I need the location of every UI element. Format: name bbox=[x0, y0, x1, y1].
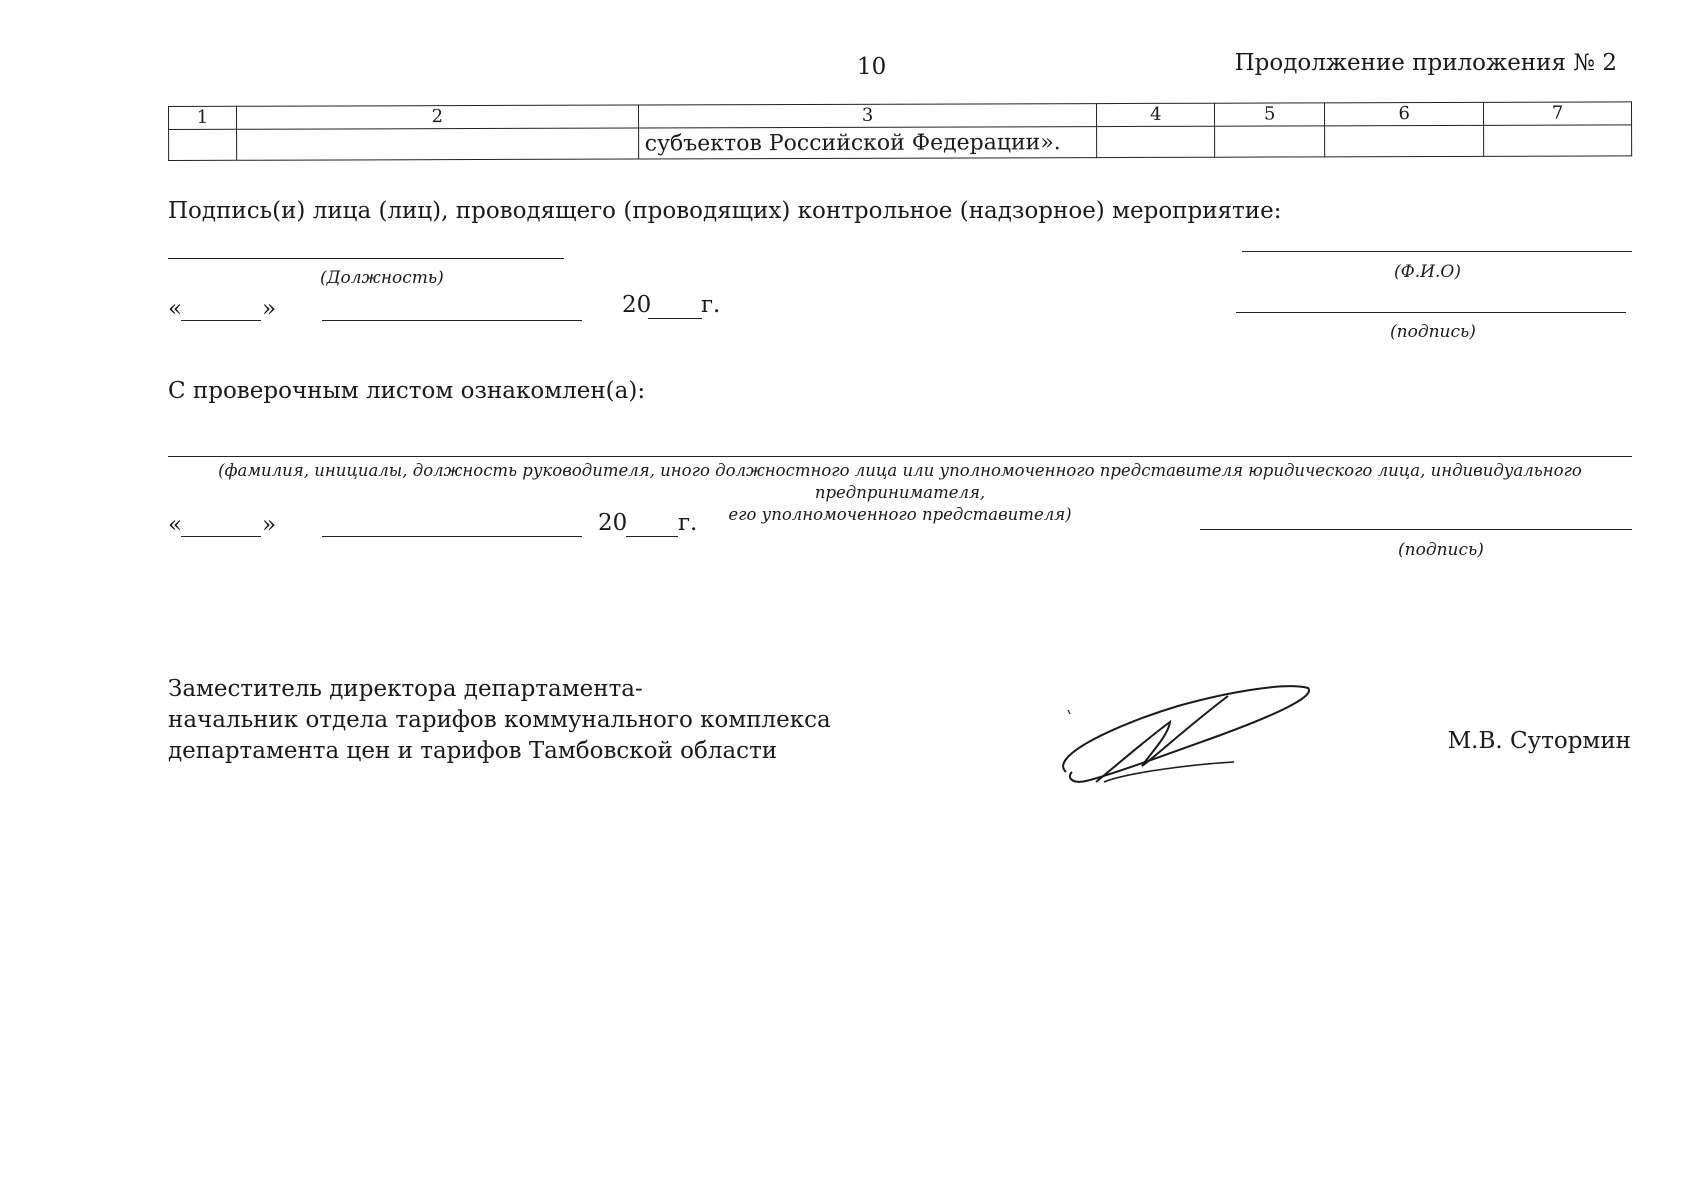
official-position-line2: начальник отдела тарифов коммунального комплекса bbox=[168, 707, 831, 733]
date-day-line bbox=[181, 320, 261, 321]
ack-date-close-quote: » bbox=[262, 512, 277, 538]
handwritten-signature bbox=[1058, 676, 1314, 796]
column-number-cell: 1 bbox=[169, 106, 237, 129]
column-number-cell: 2 bbox=[236, 105, 638, 129]
continuation-table bbox=[168, 101, 1632, 161]
column-number-cell: 5 bbox=[1215, 103, 1325, 126]
table-cell bbox=[1097, 126, 1215, 157]
table-cell bbox=[1484, 125, 1632, 156]
table-row bbox=[169, 125, 1632, 161]
fio-line bbox=[1242, 251, 1632, 252]
ack-date-open-quote: « bbox=[168, 512, 183, 538]
table-cell bbox=[1325, 125, 1484, 156]
fio-caption: (Ф.И.О) bbox=[1394, 262, 1461, 282]
acknowledgement-caption-line1: (фамилия, инициалы, должность руководителя, иного должностного лица или уполномоченного представителя юридического лица, индивидуального предпринимателя, bbox=[218, 461, 1582, 502]
ack-signature-caption: (подпись) bbox=[1398, 540, 1484, 560]
ack-date-year-prefix: 20 bbox=[598, 510, 628, 536]
acknowledgement-caption bbox=[168, 460, 1632, 526]
date-open-quote: « bbox=[168, 296, 183, 322]
date-year-line bbox=[648, 318, 702, 319]
table-cell bbox=[237, 128, 639, 160]
page-number: 10 bbox=[857, 54, 887, 80]
table-cell: субъектов Российской Федерации». bbox=[638, 127, 1097, 159]
ack-signature-line bbox=[1200, 529, 1632, 530]
inspector-signature-line bbox=[1236, 312, 1626, 313]
date-year-suffix: г. bbox=[701, 292, 721, 318]
position-line bbox=[168, 258, 564, 259]
date-month-line bbox=[322, 320, 582, 321]
official-position bbox=[168, 674, 831, 767]
acknowledgement-name-line bbox=[168, 456, 1632, 457]
signer-name: М.В. Сутормин bbox=[1447, 728, 1631, 754]
column-number-cell: 3 bbox=[638, 104, 1097, 128]
ack-date-year-suffix: г. bbox=[678, 510, 698, 536]
inspector-signature-title: Подпись(и) лица (лиц), проводящего (проводящих) контрольное (надзорное) мероприятие: bbox=[168, 198, 1282, 224]
ack-date-month-line bbox=[322, 536, 582, 537]
column-number-cell: 7 bbox=[1484, 102, 1632, 125]
date-year-prefix: 20 bbox=[622, 292, 652, 318]
column-number-cell: 6 bbox=[1325, 102, 1484, 125]
date-close-quote: » bbox=[262, 296, 277, 322]
table-cell bbox=[169, 129, 237, 160]
column-number-cell: 4 bbox=[1097, 103, 1215, 126]
official-position-line1: Заместитель директора департамента- bbox=[168, 676, 643, 702]
inspector-signature-caption: (подпись) bbox=[1390, 322, 1476, 342]
acknowledgement-title: С проверочным листом ознакомлен(а): bbox=[168, 378, 646, 404]
ack-date-year-line bbox=[626, 536, 678, 537]
official-position-line3: департамента цен и тарифов Тамбовской области bbox=[168, 738, 778, 764]
appendix-note: Продолжение приложения № 2 bbox=[1234, 50, 1617, 76]
ack-date-day-line bbox=[181, 536, 261, 537]
position-caption: (Должность) bbox=[320, 268, 444, 288]
table-cell bbox=[1215, 126, 1325, 157]
acknowledgement-caption-line2: его уполномоченного представителя) bbox=[728, 505, 1072, 524]
